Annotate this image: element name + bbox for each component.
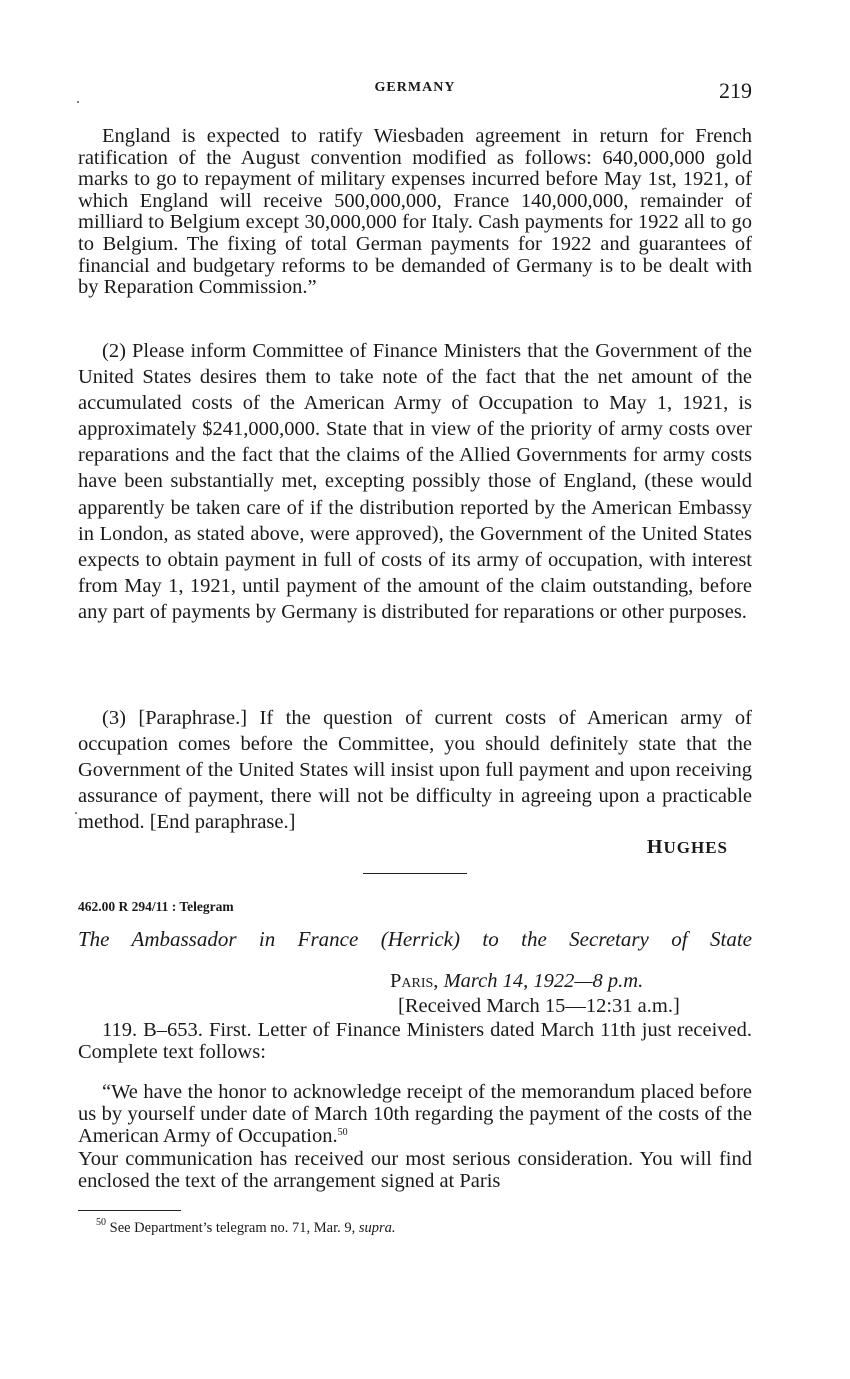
running-head: GERMANY xyxy=(374,80,456,95)
quoted-letter xyxy=(78,1081,752,1192)
footnote-rule xyxy=(78,1210,181,1211)
scan-speck xyxy=(77,101,79,103)
signature-rest: UGHES xyxy=(663,838,728,857)
page-number: 219 xyxy=(719,78,752,103)
quoted-letter-text: “We have the honor to acknowledge receipt of the memorandum placed before us by yourself under date of March 10th regarding the payment of the costs of the American Army of Occupation. xyxy=(78,1081,752,1148)
footnote xyxy=(96,1217,396,1237)
signature-initial: H xyxy=(646,836,664,858)
quoted-letter-continued: Your communication has received our most serious consideration. You will find enclosed the text of the arrangement signed at Paris xyxy=(78,1147,752,1192)
paragraph-119: 119. B–653. First. Letter of Finance Ministers dated March 11th just received. Complete text follows: xyxy=(78,1019,752,1063)
place: Paris, xyxy=(390,970,439,992)
quote-continuation-paragraph: England is expected to ratify Wiesbaden agreement in return for French ratification of the August convention modified as follows: 640,000,000 gold marks to go to repayment of military expenses incurred before May 1st, 1921, of which England will receive 500,000,000, France 140,000,000, remainder of milliard to Belgium except 30,000,000 for Italy. Cash payments for 1922 all to go to Belgium. The fixing of total German payments for 1922 and guarantees of financial and budgetary reforms to be demanded of Germany is to be dealt with by Reparation Commission.” xyxy=(78,125,752,299)
document-title: The Ambassador in France (Herrick) to the Secretary of State xyxy=(78,927,752,951)
page-header xyxy=(78,78,752,108)
received-line: [Received March 15—12:31 a.m.] xyxy=(398,995,680,1017)
place-and-date xyxy=(390,970,643,993)
date: March 14, 1922—8 p.m. xyxy=(443,970,644,992)
footnote-emphasis: supra. xyxy=(358,1220,396,1236)
signature xyxy=(647,836,728,859)
footnote-marker: 50 xyxy=(96,1217,106,1228)
footnote-reference: 50 xyxy=(337,1127,348,1139)
section-divider xyxy=(363,873,467,874)
scan-speck xyxy=(75,812,77,814)
file-reference: 462.00 R 294/11 : Telegram xyxy=(78,899,234,914)
footnote-text: See Department’s telegram no. 71, Mar. 9, xyxy=(106,1220,359,1236)
paragraph-2: (2) Please inform Committee of Finance Ministers that the Government of the United States desires them to take note of the fact that the net amount of the accumulated costs of the American Army of Occupation to May 1, 1921, is approximately $241,000,000. State that in view of the priority of army costs over reparations and the fact that the claims of the Allied Governments for army costs have been substantially met, excepting possibly those of England, (these would apparently be taken care of if the distribution reported by the American Embassy in London, as stated above, were approved), the Government of the United States expects to obtain payment in full of costs of its army of occupation, with interest from May 1, 1921, until payment of the amount of the claim outstanding, before any part of payments by Germany is distributed for reparations or other purposes. xyxy=(78,340,752,623)
paragraph-3: (3) [Paraphrase.] If the question of current costs of American army of occupation comes before the Committee, you should definitely state that the Government of the United States will insist upon full payment and upon receiving assurance of payment, there will not be difficulty in agreeing upon a practicable method. [End paraphrase.] xyxy=(78,707,752,834)
